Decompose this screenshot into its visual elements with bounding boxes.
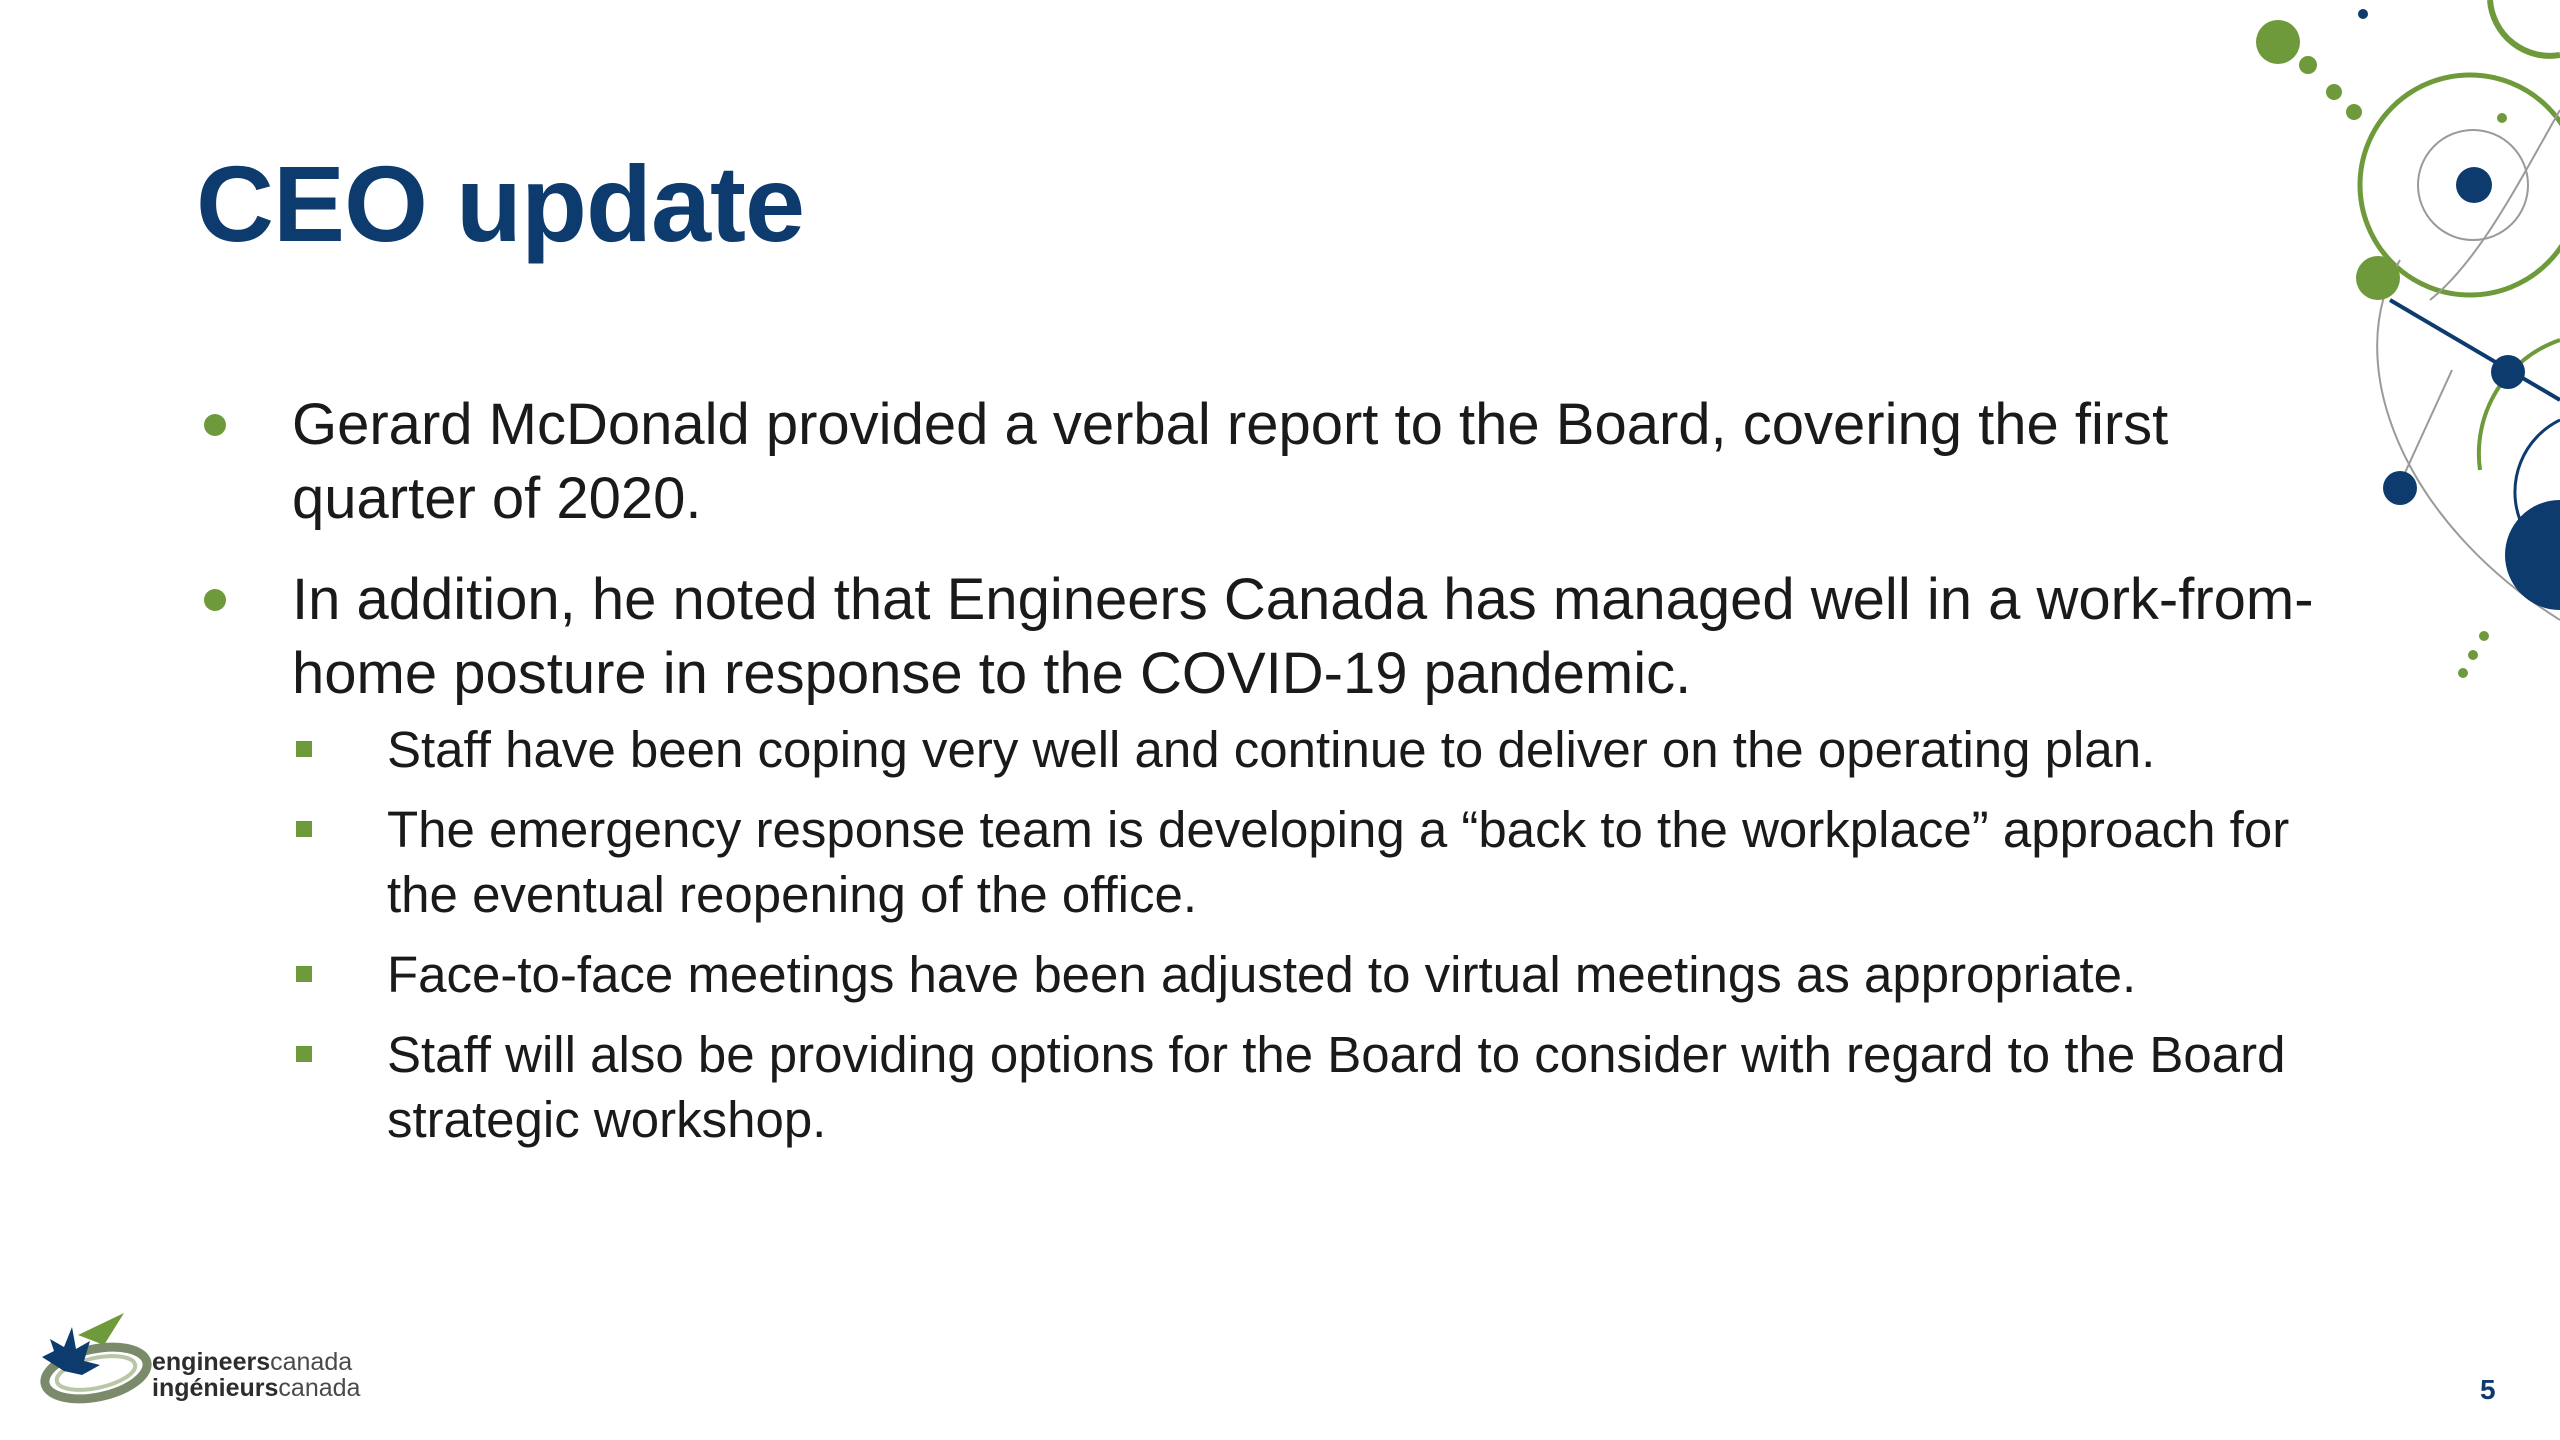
sub-bullet-text: Staff have been coping very well and continue to deliver on the operating plan. <box>387 721 2156 778</box>
page-number: 5 <box>2480 1374 2496 1405</box>
sub-bullet-item <box>196 717 2356 782</box>
sub-bullet-text: The emergency response team is developing a “back to the workplace” approach for the eventual reopening of the office. <box>387 801 2290 923</box>
sub-bullet-item <box>196 1022 2356 1152</box>
engineers-canada-logo <box>34 1305 364 1415</box>
sub-bullet-text: Staff will also be providing options for the Board to consider with regard to the Board strategic workshop. <box>387 1026 2286 1148</box>
sub-bullet-text: Face-to-face meetings have been adjusted to virtual meetings as appropriate. <box>387 946 2137 1003</box>
slide-title: CEO update <box>196 143 805 264</box>
maple-leaf-swoosh-icon <box>34 1305 154 1415</box>
decorative-network-graphic <box>2220 0 2560 720</box>
bullet-item <box>196 388 2356 536</box>
sub-bullet-item <box>196 942 2356 1007</box>
sub-bullet-square-icon <box>296 1046 312 1062</box>
sub-bullet-square-icon <box>296 741 312 757</box>
sub-bullet-item <box>196 797 2356 927</box>
bullet-text: Gerard McDonald provided a verbal report to the Board, covering the first quarter of 2020. <box>292 392 2169 531</box>
logo-wordmark: engineerscanada ingénieurscanada <box>152 1348 361 1402</box>
bullet-dot-icon <box>204 414 226 436</box>
sub-bullet-square-icon <box>296 966 312 982</box>
bullet-text: In addition, he noted that Engineers Canada has managed well in a work-from-home posture in response to the COVID-19 pandemic. <box>292 567 2314 706</box>
bullet-list <box>196 388 2356 1167</box>
bullet-dot-icon <box>204 589 226 611</box>
sub-bullet-square-icon <box>296 821 312 837</box>
bullet-item <box>196 563 2356 711</box>
